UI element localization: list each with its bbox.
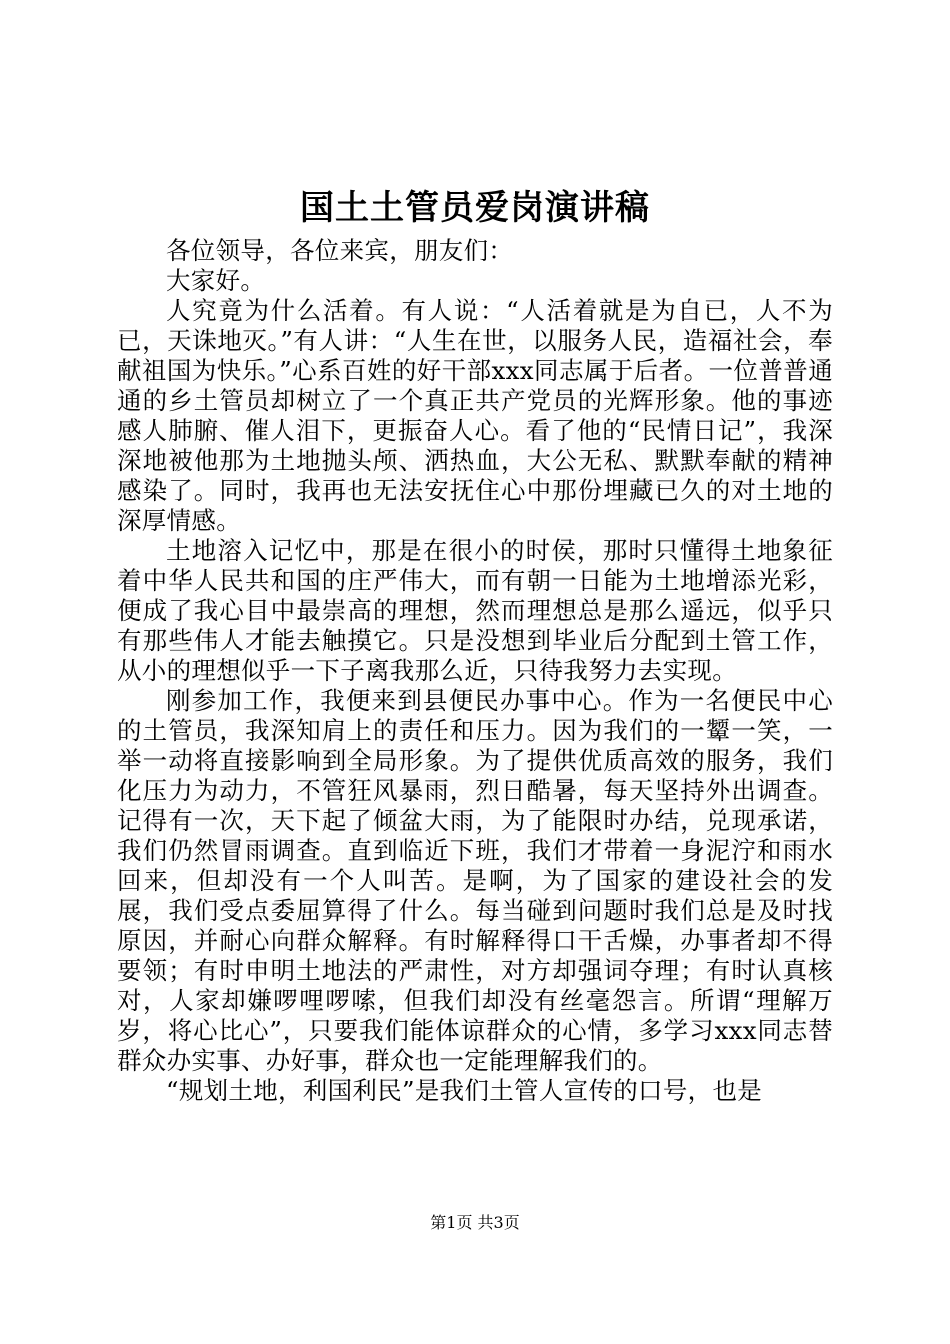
page-number-footer: 第1页 共3页	[430, 1213, 520, 1232]
paragraph-body: 土地溶入记忆中，那是在很小的时侯，那时只懂得土地象征着中华人民共和国的庄严伟大，而有朝一日能为土地增添光彩，便成了我心目中最崇高的理想，然而理想总是那么遥远，似乎只有那些伟人才能去触摸它。只是没想到毕业后分配到土管工作，从小的理想似乎一下子离我那么近，只待我努力去实现。	[117, 536, 833, 685]
paragraph-salutation: 各位领导，各位来宾，朋友们：	[166, 236, 514, 265]
document-title: 国土土管员爱岗演讲稿	[300, 188, 650, 228]
paragraph-greeting: 大家好。	[166, 266, 266, 295]
document-body	[117, 236, 833, 1106]
paragraph-body: “规划土地，利国利民”是我们土管人宣传的口号，也是	[166, 1076, 763, 1105]
paragraph-body: 人究竟为什么活着。有人说：“人活着就是为自已，人不为已，天诛地灭。”有人讲：“人生在世，以服务人民，造福社会，奉献祖国为快乐。”心系百姓的好干部xxx同志属于后者。一位普普通通的乡土管员却树立了一个真正共产党员的光辉形象。他的事迹感人肺腑、催人泪下，更振奋人心。看了他的“民情日记”，我深深地被他那为土地抛头颅、洒热血，大公无私、默默奉献的精神感染了。同时，我再也无法安抚住心中那份埋藏已久的对土地的深厚情感。	[117, 296, 833, 535]
paragraph-body: 刚参加工作，我便来到县便民办事中心。作为一名便民中心的土管员，我深知肩上的责任和压力。因为我们的一颦一笑，一举一动将直接影响到全局形象。为了提供优质高效的服务，我们化压力为动力，不管狂风暴雨，烈日酷暑，每天坚持外出调查。记得有一次，天下起了倾盆大雨，为了能限时办结，兑现承诺，我们仍然冒雨调查。直到临近下班，我们才带着一身泥泞和雨水回来，但却没有一个人叫苦。是啊，为了国家的建设社会的发展，我们受点委屈算得了什么。每当碰到问题时我们总是及时找原因，并耐心向群众解释。有时解释得口干舌燥，办事者却不得要领；有时申明土地法的严肃性，对方却强词夺理；有时认真核对，人家却嫌啰哩啰嗦，但我们却没有丝毫怨言。所谓“理解万岁，将心比心”，只要我们能体谅群众的心情，多学习xxx同志替群众办实事、办好事，群众也一定能理解我们的。	[117, 686, 833, 1075]
